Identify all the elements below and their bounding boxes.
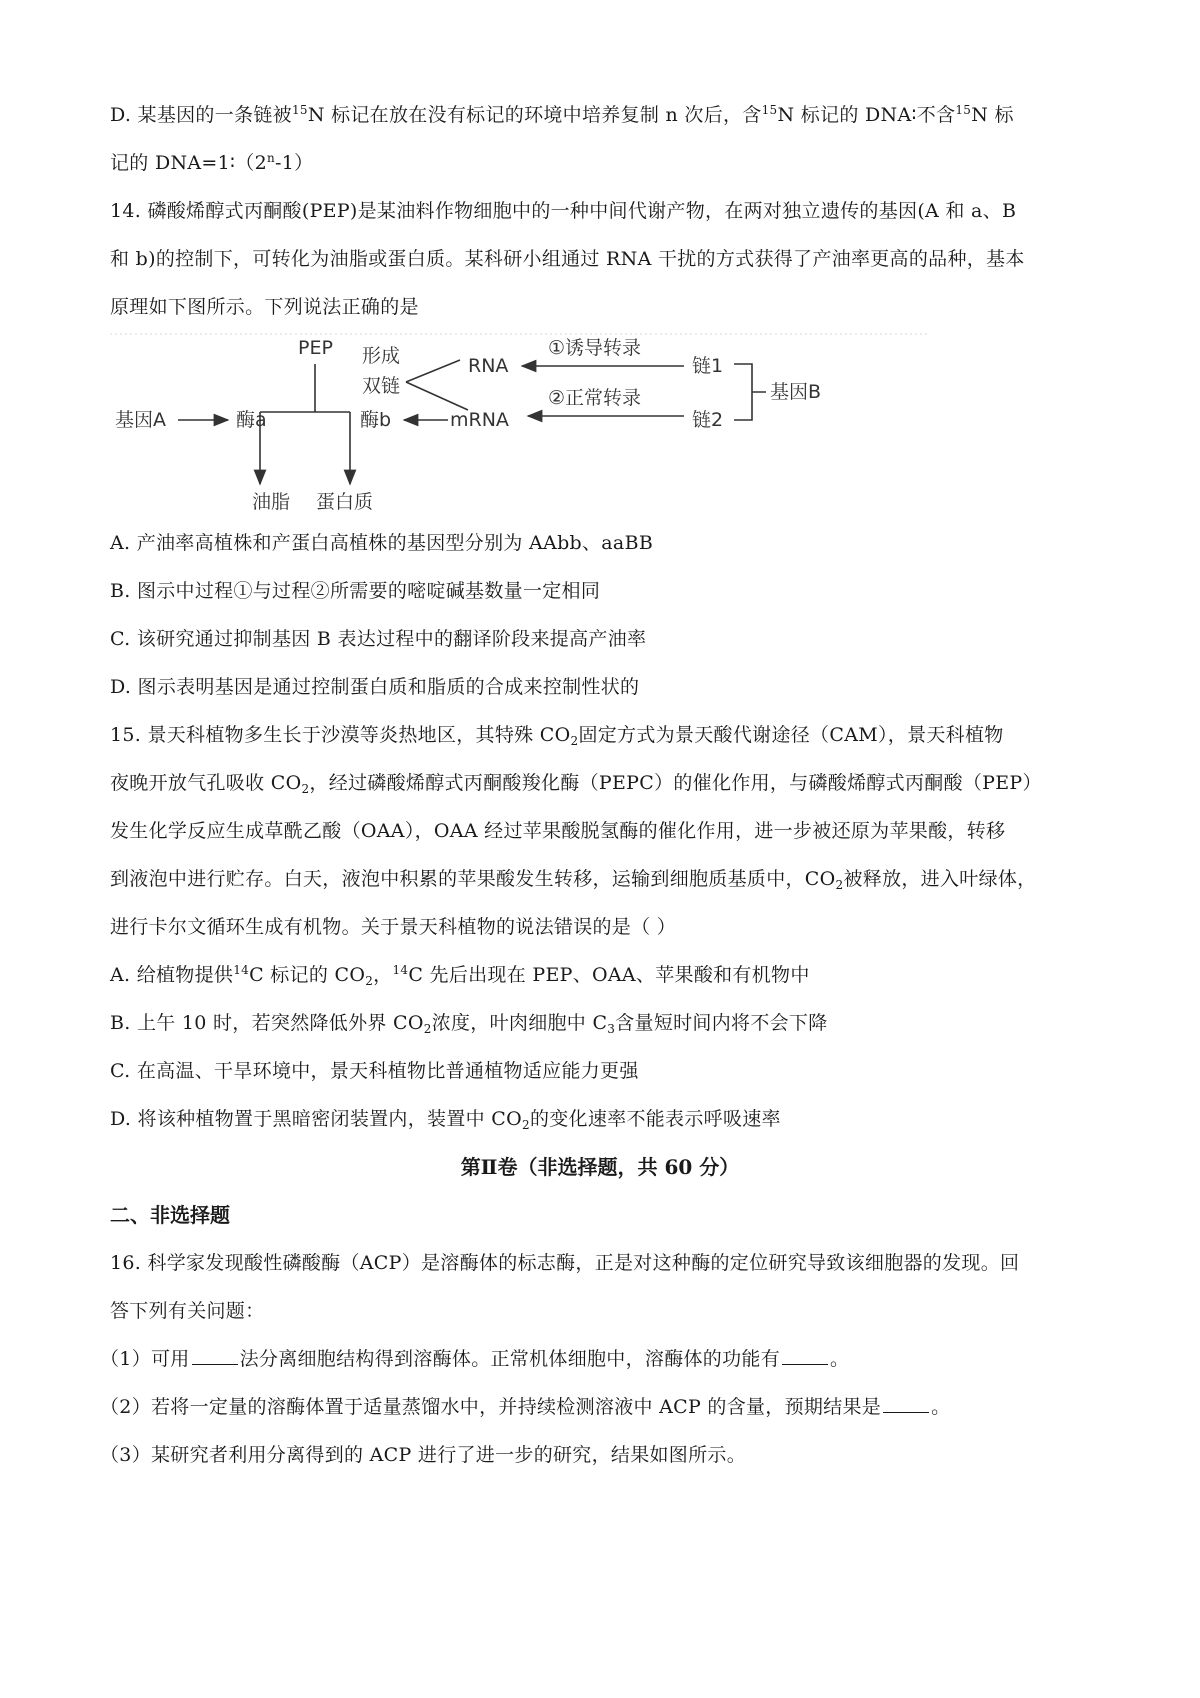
part-heading: 二、非选择题: [110, 1203, 230, 1227]
q14-option-d: D. 图示表明基因是通过控制蛋白质和脂质的合成来控制性状的: [110, 676, 640, 698]
superscript: 15: [761, 103, 778, 117]
section-title: 第Ⅱ卷（非选择题，共 60 分）: [460, 1155, 740, 1179]
superscript: 15: [291, 103, 308, 117]
protein-label: 蛋白质: [316, 491, 374, 513]
text: ，经过磷酸烯醇式丙酮酸羧化酶（PEPC）的催化作用，与磷酸烯醇式丙酮酸（PEP）: [309, 772, 1042, 794]
subscript: 2: [301, 782, 310, 796]
enzyme-a-label: 酶a: [236, 409, 267, 431]
step1-label: ①诱导转录: [548, 337, 642, 359]
superscript: 15: [955, 103, 972, 117]
rna-label: RNA: [468, 355, 509, 377]
chain2-label: 链2: [692, 409, 724, 431]
subscript: 2: [365, 974, 374, 988]
q15-stem-line3: 发生化学反应生成草酰乙酸（OAA），OAA 经过苹果酸脱氢酶的催化作用，进一步被还原为苹果酸，转移: [110, 820, 1006, 842]
q16-stem-line1: 16. 科学家发现酸性磷酸酶（ACP）是溶酶体的标志酶，正是对这种酶的定位研究导致该细胞器的发现。回: [110, 1252, 1020, 1274]
q14-pathway-diagram: [110, 332, 930, 518]
text: N 标: [971, 104, 1014, 126]
text: C 标记的 CO: [249, 964, 366, 986]
gene-b-bracket: [734, 364, 766, 420]
oil-label: 油脂: [252, 491, 291, 513]
rna-pairing-line: [406, 360, 460, 382]
text: 夜晚开放气孔吸收 CO: [110, 772, 302, 794]
q15-stem-line1: [110, 712, 1100, 758]
text: 浓度，叶肉细胞中 C: [431, 1012, 608, 1034]
answer-blank[interactable]: [883, 1394, 929, 1413]
gene-a-label: 基因A: [115, 409, 166, 431]
q14-stem-line1: 14. 磷酸烯醇式丙酮酸(PEP)是某油料作物细胞中的一种中间代谢产物，在两对独立遗传的基因(A 和 a、B: [110, 200, 1017, 222]
text: 的变化速率不能表示呼吸速率: [529, 1108, 781, 1130]
q15-stem-line4: [110, 856, 1100, 902]
pathway-svg: [110, 332, 930, 518]
q14-option-c: C. 该研究通过抑制基因 B 表达过程中的翻译阶段来提高产油率: [110, 628, 647, 650]
q15-stem-line2: [110, 760, 1100, 806]
text: 。: [830, 1348, 850, 1370]
text: 被释放，进入叶绿体，: [843, 868, 1037, 890]
q14-option-a: A. 产油率高植株和产蛋白高植株的基因型分别为 AAbb、aaBB: [110, 532, 654, 554]
text: D. 将该种植物置于黑暗密闭装置内，装置中 CO: [110, 1108, 522, 1130]
subscript: 2: [522, 1118, 530, 1132]
text: 15. 景天科植物多生长于沙漠等炎热地区，其特殊 CO: [110, 724, 571, 746]
text: B. 上午 10 时，若突然降低外界 CO: [110, 1012, 424, 1034]
text: 法分离细胞结构得到溶酶体。正常机体细胞中，溶酶体的功能有: [239, 1348, 780, 1370]
answer-blank[interactable]: [192, 1346, 238, 1365]
q14-option-b: B. 图示中过程①与过程②所需要的嘧啶碱基数量一定相同: [110, 580, 601, 602]
enzyme-b-label: 酶b: [360, 409, 392, 431]
text: ，: [373, 964, 393, 986]
q15-option-a: [110, 952, 1100, 998]
superscript: 14: [392, 963, 409, 977]
q13-option-d-line1: [110, 92, 1100, 138]
answer-blank[interactable]: [782, 1346, 828, 1365]
form-label: 形成: [362, 345, 401, 367]
superscript: n: [266, 151, 275, 165]
text: C 先后出现在 PEP、OAA、苹果酸和有机物中: [408, 964, 810, 986]
double-strand-label: 双链: [362, 375, 401, 397]
subscript: 2: [570, 734, 579, 748]
text: 含量短时间内将不会下降: [615, 1012, 828, 1034]
text: 。: [931, 1396, 951, 1418]
text: N 标记在放在没有标记的环境中培养复制 n 次后，含: [307, 104, 762, 126]
q16-stem-line2: 答下列有关问题：: [110, 1300, 265, 1322]
mrna-label: mRNA: [450, 409, 509, 431]
text: 固定方式为景天酸代谢途径（CAM），景天科植物: [578, 724, 1004, 746]
pep-label: PEP: [298, 337, 333, 359]
q15-option-d: [110, 1096, 1100, 1142]
q15-stem-line5: 进行卡尔文循环生成有机物。关于景天科植物的说法错误的是（ ）: [110, 916, 677, 938]
text: A. 给植物提供: [110, 964, 234, 986]
text: （2）若将一定量的溶酶体置于适量蒸馏水中，并持续检测溶液中 ACP 的含量，预期结果是: [100, 1396, 882, 1418]
step2-label: ②正常转录: [548, 387, 642, 409]
q15-option-b: [110, 1000, 1100, 1046]
gene-b-label: 基因B: [770, 381, 822, 403]
text: N 标记的 DNA∶不含: [777, 104, 956, 126]
text: D. 某基因的一条链被: [110, 104, 292, 126]
subscript: 3: [607, 1022, 616, 1036]
q15-option-c: C. 在高温、干旱环境中，景天科植物比普通植物适应能力更强: [110, 1060, 639, 1082]
subscript: 2: [835, 878, 844, 892]
superscript: 14: [233, 963, 250, 977]
q14-stem-line2: 和 b)的控制下，可转化为油脂或蛋白质。某科研小组通过 RNA 干扰的方式获得了产油率更高的品种，基本: [110, 248, 1025, 270]
text: -1）: [275, 152, 314, 174]
chain1-label: 链1: [692, 355, 724, 377]
q16-subquestion-1: [100, 1336, 1090, 1382]
q16-subquestion-2: [100, 1384, 1090, 1430]
q16-subquestion-3: （3）某研究者利用分离得到的 ACP 进行了进一步的研究，结果如图所示。: [100, 1444, 747, 1466]
q14-stem-line3: 原理如下图所示。下列说法正确的是: [110, 296, 419, 318]
subscript: 2: [423, 1022, 432, 1036]
q13-option-d-line2: [110, 140, 1100, 186]
mrna-pairing-line: [406, 382, 468, 410]
text: 记的 DNA=1∶（2: [110, 152, 267, 174]
text: 到液泡中进行贮存。白天，液泡中积累的苹果酸发生转移，运输到细胞质基质中，CO: [110, 868, 836, 890]
text: （1）可用: [100, 1348, 190, 1370]
